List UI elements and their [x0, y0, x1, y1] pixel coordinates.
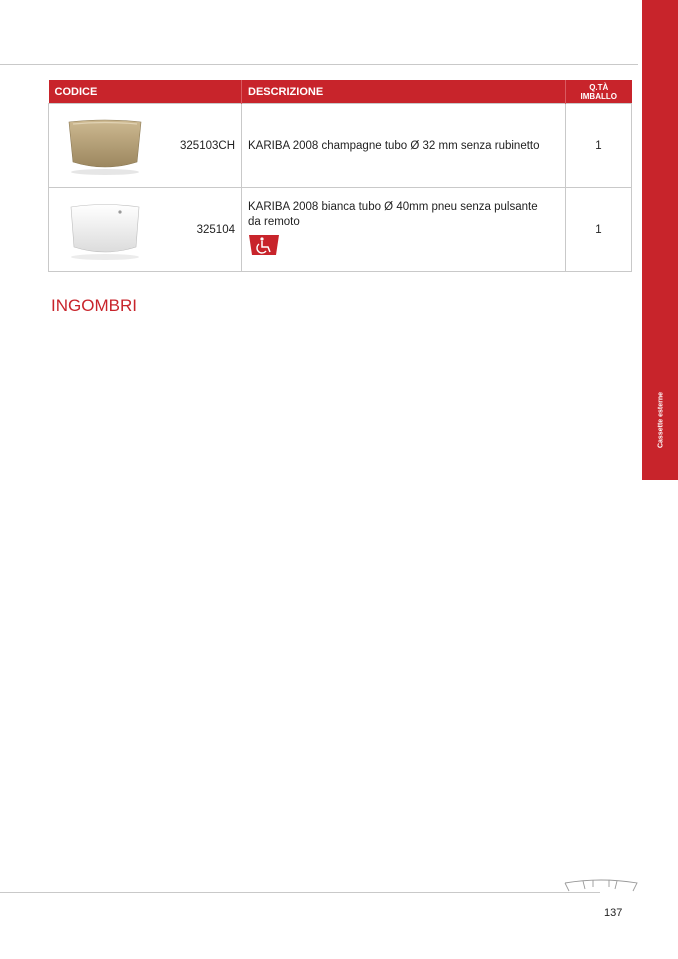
product-image-cell: [49, 188, 162, 272]
column-header-qty: [566, 80, 632, 104]
chapter-side-tab-label: Cassette esterne: [657, 391, 665, 449]
product-qty: 1: [566, 104, 632, 188]
column-header-qty-line1: Q.TÀ: [589, 82, 609, 92]
product-code: 325104: [162, 188, 242, 272]
product-description-cell: [242, 188, 566, 272]
page-number: 137: [604, 907, 623, 919]
table-header-row: [49, 80, 632, 104]
column-header-code: CODICE: [49, 80, 242, 104]
top-divider: [0, 64, 638, 65]
table-row: [49, 104, 632, 188]
cistern-image: [63, 116, 147, 176]
column-header-qty-line2: IMBALLO: [580, 91, 617, 101]
table-row: [49, 188, 632, 272]
product-description: KARIBA 2008 bianca tubo Ø 40mm pneu senza pulsante da remoto: [248, 201, 538, 228]
product-image-cell: [49, 104, 162, 188]
column-header-description: DESCRIZIONE: [242, 80, 566, 104]
section-title: INGOMBRI: [51, 296, 137, 315]
product-table: [48, 80, 632, 272]
cistern-image: [63, 199, 147, 261]
footer-ornament: [563, 875, 639, 895]
bottom-divider: [0, 892, 600, 893]
product-qty: 1: [566, 188, 632, 272]
product-code: 325103CH: [162, 104, 242, 188]
product-description: KARIBA 2008 champagne tubo Ø 32 mm senza rubinetto: [242, 104, 566, 188]
wheelchair-icon: [248, 234, 280, 256]
